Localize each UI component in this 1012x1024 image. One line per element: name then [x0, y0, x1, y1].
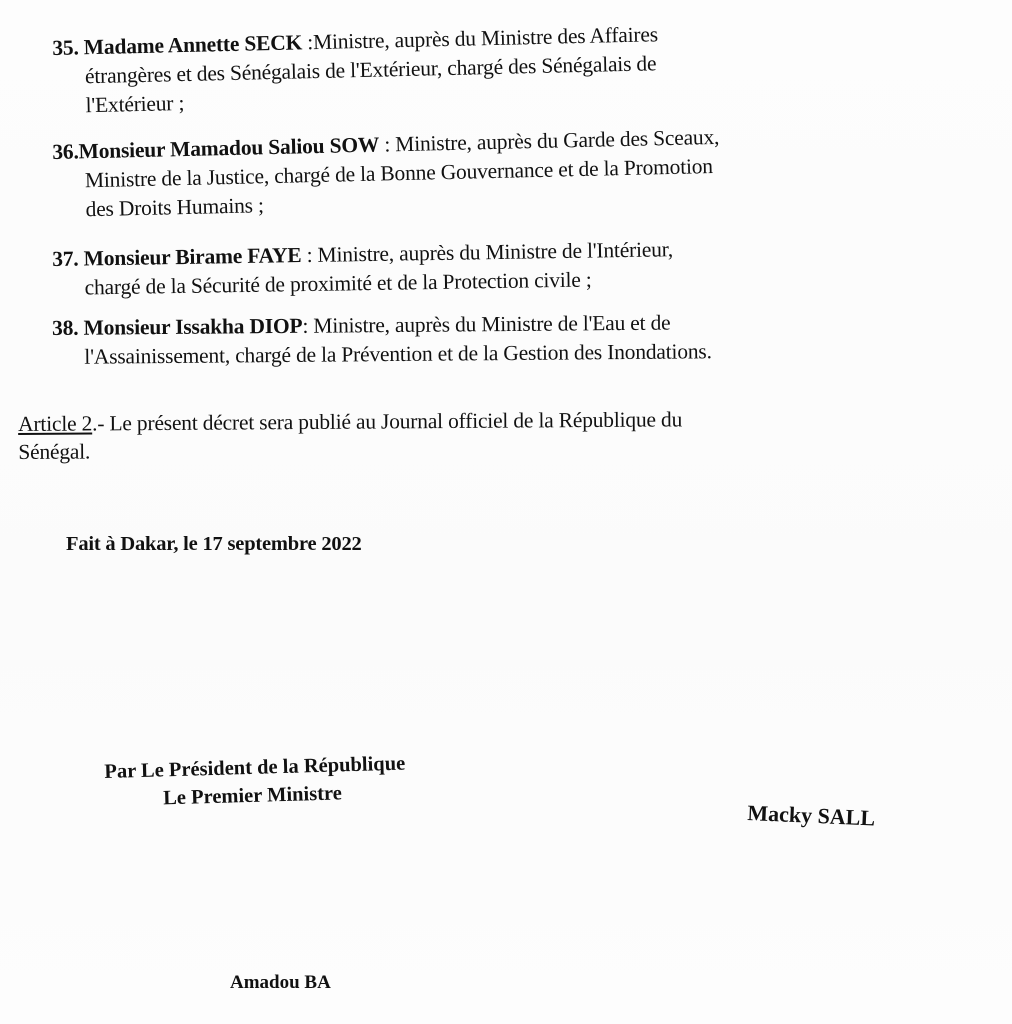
item-number: 37. [52, 246, 79, 271]
item-text-continuation: chargé de la Sécurité de proximité et de la Protection civile ; [84, 267, 592, 300]
countersign-line-2: Le Premier Ministre [162, 782, 343, 810]
list-item-37 [52, 231, 953, 303]
item-text-continuation: étrangères et des Sénégalais de l'Extérieur, chargé des Sénégalais de [84, 51, 657, 89]
item-text-continuation: l'Assainissement, chargé de la Prévention et de la Gestion des Inondations. [84, 339, 712, 369]
article-text-continuation: Sénégal. [18, 439, 91, 464]
prime-minister-signature-name: Amadou BA [230, 972, 331, 993]
article-2 [18, 404, 948, 466]
item-number: 36. [52, 139, 79, 164]
list-item-36 [52, 118, 954, 225]
item-text: :Ministre, auprès du Ministre des Affaires [301, 22, 659, 55]
minister-name: Monsieur Issakha DIOP [83, 313, 303, 340]
list-item-35 [52, 14, 954, 121]
item-text-continuation: l'Extérieur ; [85, 91, 185, 118]
article-text: .- Le présent décret sera publié au Journal officiel de la République du [92, 407, 683, 436]
minister-name: Monsieur Birame FAYE [83, 243, 302, 271]
minister-name: Monsieur Mamadou Saliou SOW [78, 132, 380, 164]
item-text-continuation: Ministre de la Justice, chargé de la Bonne Gouvernance et de la Promotion [84, 154, 714, 193]
minister-name: Madame Annette SECK [83, 30, 303, 60]
list-item-38 [52, 306, 952, 372]
item-number: 35. [52, 35, 79, 60]
article-label: Article 2 [18, 411, 93, 436]
item-text: : Ministre, auprès du Ministre de l'Intérieur, [301, 237, 674, 268]
countersign-line-1: Par Le Président de la République [104, 752, 406, 783]
countersign-block [104, 746, 525, 814]
item-text: : Ministre, auprès du Garde des Sceaux, [378, 124, 720, 157]
item-text-continuation: des Droits Humains ; [85, 193, 265, 222]
item-number: 38. [52, 315, 79, 340]
item-text: : Ministre, auprès du Ministre de l'Eau et de [302, 310, 671, 338]
place-date: Fait à Dakar, le 17 septembre 2022 [66, 533, 362, 555]
president-signature-name: Macky SALL [746, 800, 876, 831]
